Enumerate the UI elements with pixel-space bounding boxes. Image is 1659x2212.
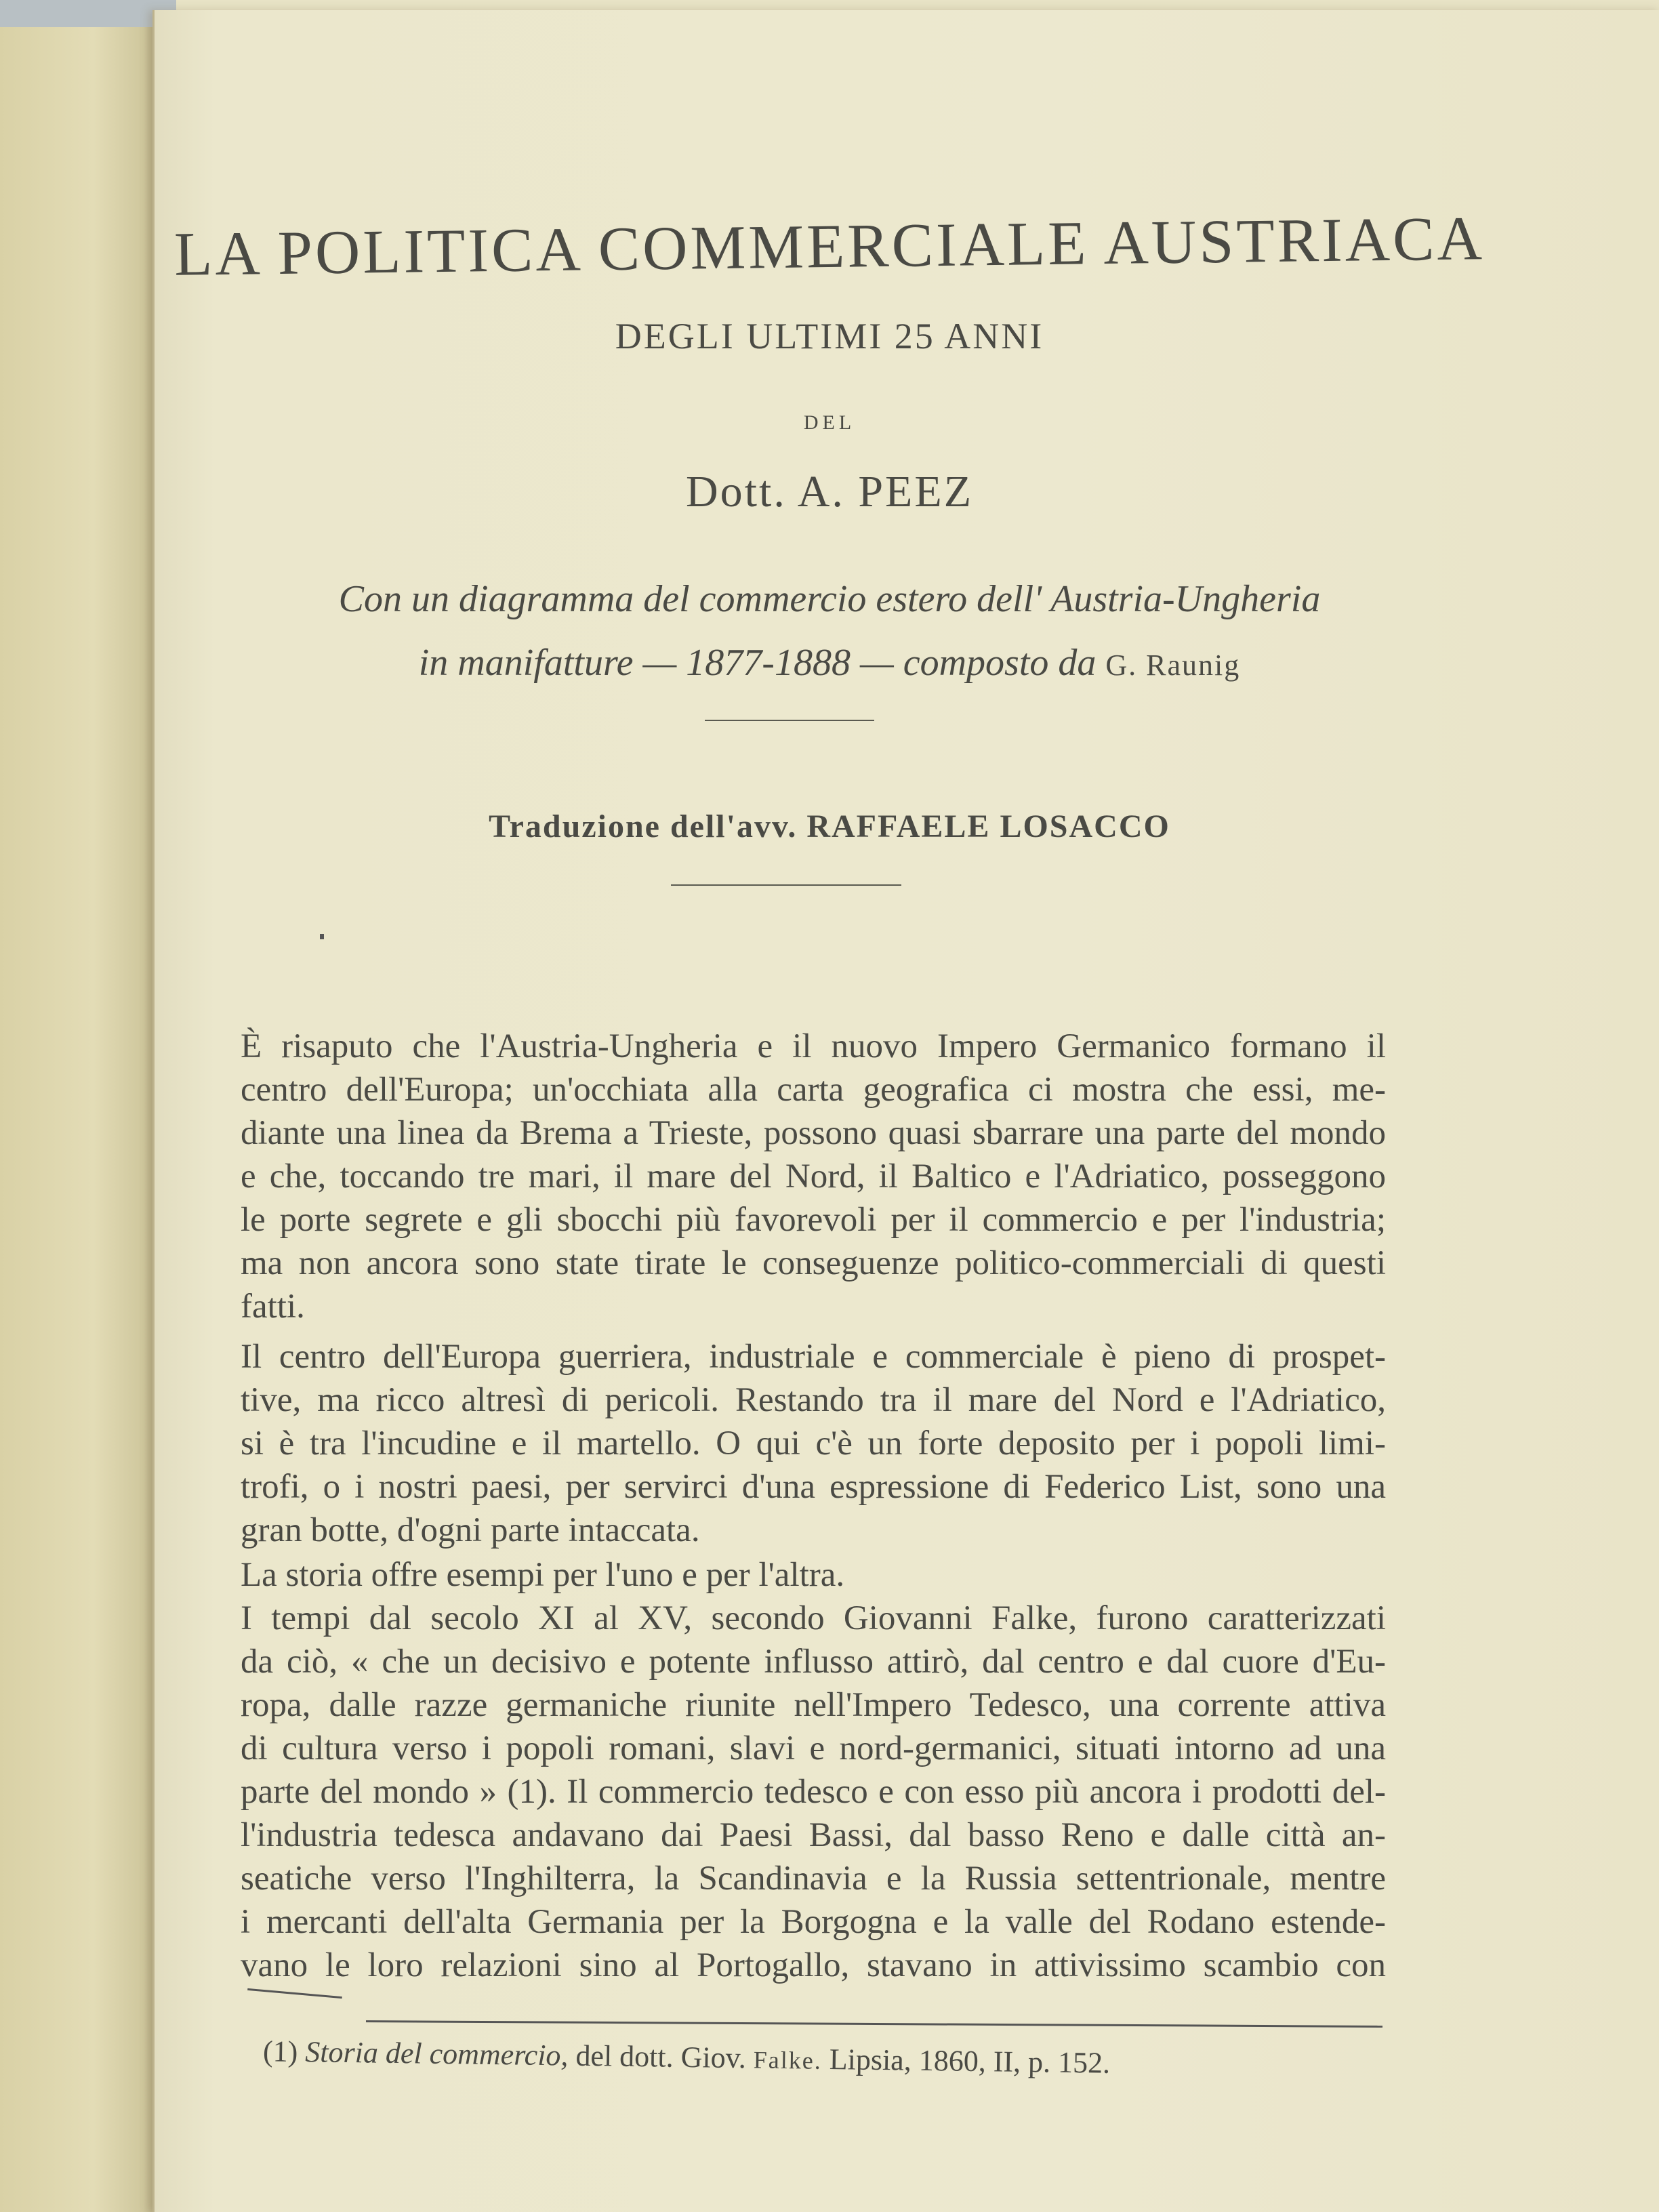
paragraph-3 — [241, 1553, 1386, 1597]
text-line: da ciò, « che un decisivo e potente influsso attirò, dal centro e dal cuore d'Eu- — [241, 1643, 1386, 1681]
text-line: trofi, o i nostri paesi, per servirci d'una espressione di Federico List, sono una — [241, 1468, 1386, 1506]
paragraph-1 — [241, 1025, 1386, 1328]
author-line — [0, 466, 1659, 518]
text-line: e che, toccando tre mari, il mare del Nord, il Baltico e l'Adriatico, posseggono — [241, 1158, 1386, 1195]
text-line: i mercanti dell'alta Germania per la Borgogna e la valle del Rodano estende- — [241, 1903, 1386, 1941]
text-line: parte del mondo » (1). Il commercio tedesco e con esso più ancora i prodotti del- — [241, 1773, 1386, 1811]
author-prefix: Dott. — [685, 467, 787, 516]
diagram-note-line-1: Con un diagramma del commercio estero dell' Austria-Ungheria — [338, 578, 1321, 620]
stray-mark — [320, 934, 324, 939]
text-line: l'industria tedesca andavano dai Paesi Bassi, dal basso Reno e dalle città an- — [241, 1816, 1386, 1854]
footnote-author: Falke. — [753, 2046, 823, 2074]
text-line: Il centro dell'Europa guerriera, industriale e commerciale è pieno di prospet- — [241, 1338, 1386, 1376]
text-line: di cultura verso i popoli romani, slavi e nord-germanici, situati intorno ad una — [241, 1729, 1386, 1767]
article-title: LA POLITICA COMMERCIALE AUSTRIACA — [173, 203, 1486, 289]
text-line: ma non ancora sono state tirate le conseguenze politico-commerciali di questi — [241, 1244, 1386, 1282]
diagram-note-text: in manifatture — 1877-1888 — composto da — [418, 642, 1097, 684]
text-line: le porte segrete e gli sbocchi più favorevoli per il commercio e per l'industria; — [241, 1201, 1386, 1239]
footnote-title: Storia del commercio, — [305, 2035, 569, 2072]
text-line: I tempi dal secolo XI al XV, secondo Giovanni Falke, furono caratterizzati — [241, 1599, 1386, 1637]
paragraph-4 — [241, 1597, 1386, 1987]
text-line: gran botte, d'ogni parte intaccata. — [241, 1511, 700, 1549]
article-subtitle: DEGLI ULTIMI 25 ANNI — [615, 316, 1044, 356]
text-line: È risaputo che l'Austria-Ungheria e il nuovo Impero Germanico formano il — [241, 1027, 1386, 1065]
byline-del: DEL — [803, 411, 856, 434]
author-name: A. PEEZ — [797, 467, 974, 516]
text-line: centro dell'Europa; un'occhiata alla carta geografica ci mostra che essi, me- — [241, 1071, 1386, 1109]
text-line: diante una linea da Brema a Trieste, possono quasi sbarrare una parte del mondo — [241, 1114, 1386, 1152]
text-line: tive, ma ricco altresì di pericoli. Restando tra il mare del Nord e l'Adriatico, — [241, 1381, 1386, 1419]
footnote-marker: (1) — [262, 2034, 298, 2068]
text-line: La storia offre esempi per l'uno e per l'altra. — [241, 1556, 845, 1594]
footnote-text-before: del dott. Giov. — [575, 2039, 747, 2075]
paragraph-2 — [241, 1335, 1386, 1552]
text-line: si è tra l'incudine e il martello. O qui c'è un forte deposito per i popoli limi- — [241, 1425, 1386, 1462]
header-divider-1 — [705, 720, 874, 721]
text-line: fatti. — [241, 1288, 305, 1326]
text-line: vano le loro relazioni sino al Portogallo, stavano in attivissimo scambio con — [241, 1946, 1386, 1984]
text-line: ropa, dalle razze germaniche riunite nell'Impero Tedesco, una corrente attiva — [241, 1686, 1386, 1724]
diagram-note-line-2 — [0, 641, 1659, 684]
text-line: seatiche verso l'Inghilterra, la Scandinavia e la Russia settentrionale, mentre — [241, 1860, 1386, 1898]
translator-credit: Traduzione dell'avv. RAFFAELE LOSACCO — [489, 808, 1170, 844]
footnote-text-after: Lipsia, 1860, II, p. 152. — [829, 2042, 1111, 2080]
header-divider-2 — [671, 884, 901, 886]
background-corner — [0, 0, 176, 27]
diagram-author: G. Raunig — [1105, 649, 1241, 682]
